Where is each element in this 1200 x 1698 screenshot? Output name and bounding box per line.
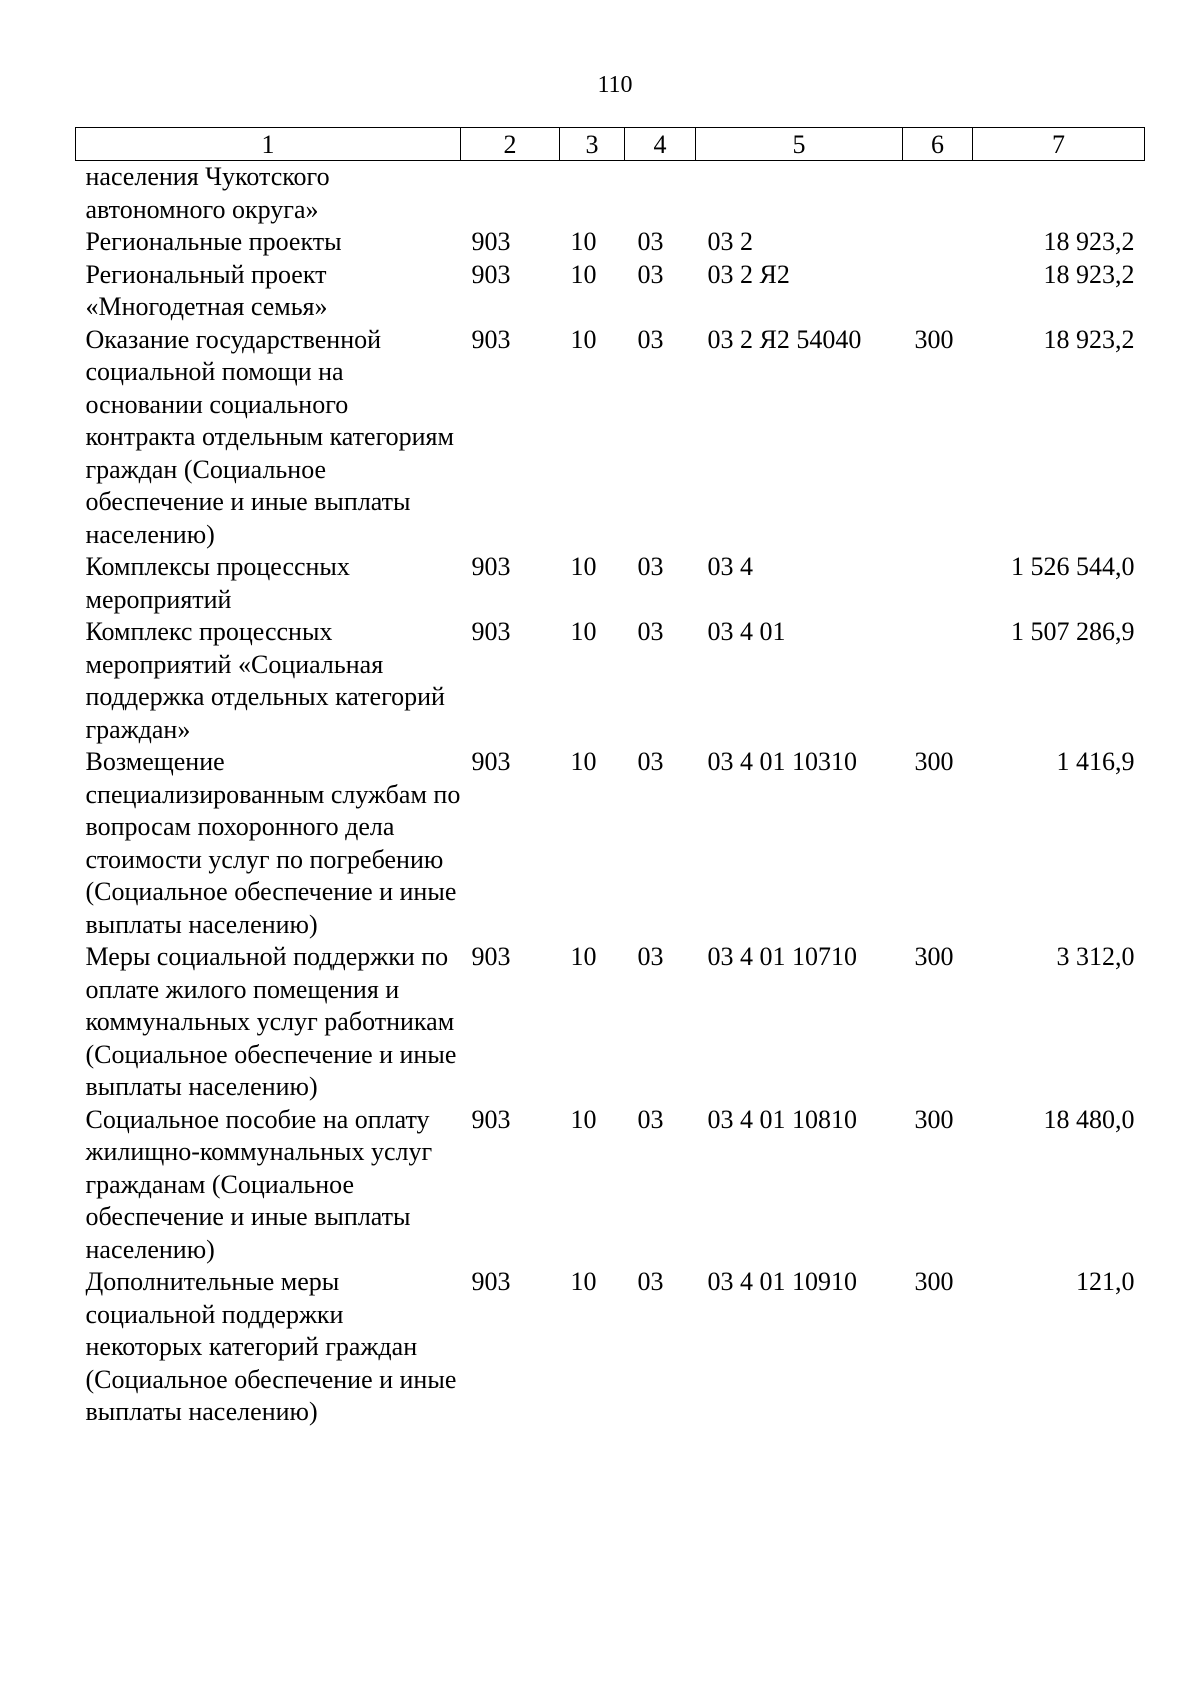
row-ministry-code: 903 bbox=[471, 259, 511, 289]
header-col-1: 1 bbox=[76, 128, 461, 161]
table-row bbox=[76, 324, 1145, 552]
row-target-article: 03 2 Я2 54040 bbox=[707, 324, 862, 354]
budget-table bbox=[75, 127, 1145, 1429]
table-row bbox=[76, 1266, 1145, 1429]
row-subsection-code: 03 bbox=[637, 324, 664, 354]
row-section-code: 10 bbox=[570, 747, 597, 776]
row-ministry-code: 903 bbox=[471, 227, 511, 256]
row-ministry-code: 903 bbox=[471, 942, 511, 971]
row-subsection-code: 03 bbox=[637, 1267, 664, 1296]
table-row bbox=[76, 1104, 1145, 1267]
row-amount: 1 526 544,0 bbox=[1011, 552, 1135, 581]
row-name: населения Чукотского автономного округа» bbox=[85, 162, 330, 224]
row-expense-type: 300 bbox=[914, 1104, 954, 1134]
row-target-article: 03 2 Я2 bbox=[707, 259, 790, 289]
row-ministry-code: 903 bbox=[471, 1267, 511, 1296]
table-row bbox=[76, 746, 1145, 941]
row-amount: 121,0 bbox=[1076, 1267, 1135, 1296]
row-amount: 18 480,0 bbox=[1043, 1104, 1135, 1134]
row-name: Возмещение специализированным службам по вопросам похоронного дела стоимости услуг по погребению (Социальное обеспечение и иные выплаты населению) bbox=[85, 747, 461, 939]
page-number: 110 bbox=[597, 72, 633, 98]
row-ministry-code: 903 bbox=[471, 324, 511, 354]
row-name: Оказание государственной социальной помощи на основании социального контракта отдельным категориям граждан (Социальное обеспечение и иные выплаты населению) bbox=[85, 324, 454, 549]
row-subsection-code: 03 bbox=[637, 227, 664, 256]
row-expense-type bbox=[903, 551, 973, 616]
row-subsection-code: 03 bbox=[637, 259, 664, 289]
row-expense-type: 300 bbox=[914, 324, 954, 354]
row-name: Комплексы процессных мероприятий bbox=[85, 552, 350, 614]
row-amount: 3 312,0 bbox=[1056, 942, 1135, 971]
row-name: Дополнительные меры социальной поддержки некоторых категорий граждан (Социальное обеспечение и иные выплаты населению) bbox=[85, 1267, 457, 1426]
row-expense-type bbox=[903, 259, 973, 324]
row-section-code: 10 bbox=[570, 259, 597, 289]
row-name: Региональный проект «Многодетная семья» bbox=[85, 259, 328, 321]
row-target-article: 03 2 bbox=[707, 227, 753, 256]
row-ministry-code bbox=[461, 161, 560, 227]
table-row bbox=[76, 941, 1145, 1104]
row-target-article: 03 4 01 bbox=[707, 617, 786, 646]
row-name: Комплекс процессных мероприятий «Социальная поддержка отдельных категорий граждан» bbox=[85, 617, 445, 744]
row-expense-type: 300 bbox=[914, 747, 954, 776]
row-expense-type bbox=[903, 161, 973, 227]
row-subsection-code: 03 bbox=[637, 942, 664, 971]
table-row bbox=[76, 226, 1145, 259]
row-ministry-code: 903 bbox=[471, 617, 511, 646]
row-subsection-code: 03 bbox=[637, 617, 664, 646]
header-col-4: 4 bbox=[625, 128, 696, 161]
table-row bbox=[76, 161, 1145, 227]
row-ministry-code: 903 bbox=[471, 552, 511, 581]
row-target-article: 03 4 01 10810 bbox=[707, 1104, 857, 1134]
row-name: Меры социальной поддержки по оплате жилого помещения и коммунальных услуг работникам (Социальное обеспечение и иные выплаты населению) bbox=[85, 942, 457, 1101]
row-section-code: 10 bbox=[570, 942, 597, 971]
row-section-code bbox=[560, 161, 625, 227]
row-target-article: 03 4 bbox=[707, 552, 753, 581]
row-expense-type bbox=[903, 616, 973, 746]
row-subsection-code: 03 bbox=[637, 747, 664, 776]
header-row bbox=[76, 128, 1145, 161]
row-section-code: 10 bbox=[570, 617, 597, 646]
table-row bbox=[76, 259, 1145, 324]
row-expense-type: 300 bbox=[914, 942, 954, 971]
row-amount: 1 416,9 bbox=[1056, 747, 1135, 776]
row-section-code: 10 bbox=[570, 324, 597, 354]
header-col-5: 5 bbox=[696, 128, 903, 161]
table-header bbox=[76, 128, 1145, 161]
table-row bbox=[76, 551, 1145, 616]
header-col-6: 6 bbox=[903, 128, 973, 161]
row-name: Социальное пособие на оплату жилищно-коммунальных услуг гражданам (Социальное обеспечение и иные выплаты населению) bbox=[85, 1104, 433, 1264]
row-ministry-code: 903 bbox=[471, 747, 511, 776]
row-target-article: 03 4 01 10910 bbox=[707, 1267, 857, 1296]
row-expense-type: 300 bbox=[914, 1267, 954, 1296]
header-col-2: 2 bbox=[461, 128, 560, 161]
row-ministry-code: 903 bbox=[471, 1104, 511, 1134]
row-target-article: 03 4 01 10310 bbox=[707, 747, 857, 776]
row-amount: 18 923,2 bbox=[1043, 227, 1135, 256]
row-target-article: 03 4 01 10710 bbox=[707, 942, 857, 971]
row-subsection-code: 03 bbox=[637, 552, 664, 581]
row-section-code: 10 bbox=[570, 227, 597, 256]
row-section-code: 10 bbox=[570, 1104, 597, 1134]
row-section-code: 10 bbox=[570, 552, 597, 581]
row-amount: 1 507 286,9 bbox=[1011, 617, 1135, 646]
row-section-code: 10 bbox=[570, 1267, 597, 1296]
table-row bbox=[76, 616, 1145, 746]
table-body bbox=[76, 161, 1145, 1429]
row-subsection-code: 03 bbox=[637, 1104, 664, 1134]
row-subsection-code bbox=[625, 161, 696, 227]
row-target-article bbox=[696, 161, 903, 227]
row-name: Региональные проекты bbox=[85, 227, 342, 256]
row-amount: 18 923,2 bbox=[1043, 259, 1135, 289]
row-amount: 18 923,2 bbox=[1043, 324, 1135, 354]
row-amount bbox=[973, 161, 1145, 227]
row-expense-type bbox=[903, 226, 973, 259]
header-col-7: 7 bbox=[973, 128, 1145, 161]
header-col-3: 3 bbox=[560, 128, 625, 161]
